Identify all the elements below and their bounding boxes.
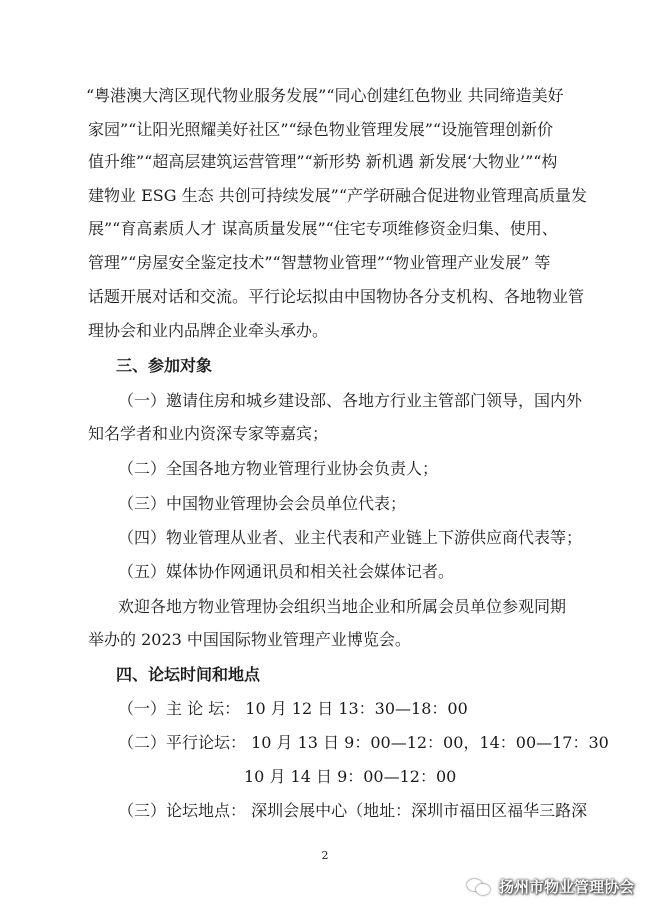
participant-item-1-cont: 知名学者和业内资深专家等嘉宾； [88,424,329,443]
paragraph-line: 理协会和业内品牌企业牵头承办。 [88,321,329,340]
parallel-forum-time: （二）平行论坛： 10 月 13 日 9：00—12：00，14：00—17：30 [118,733,609,752]
page-number: 2 [321,849,329,862]
main-forum-time: （一）主 论 坛： 10 月 12 日 13：30—18：00 [118,699,468,718]
wechat-icon [467,877,493,897]
account-watermark [467,876,634,897]
paragraph-line: “粤港澳大湾区现代物业服务发展”“同心创建红色物业 共同缔造美好 [86,86,564,105]
paragraph-line: 管理”“房屋安全鉴定技术”“智慧物业管理”“物业管理产业发展” 等 [88,253,551,272]
participant-item-1: （一）邀请住房和城乡建设部、各地方行业主管部门领导，国内外 [118,391,583,410]
paragraph-line: 展”“育高素质人才 谋高质量发展”“住宅专项维修资金归集、使用、 [88,219,558,238]
participant-item-2: （二）全国各地方物业管理行业协会负责人； [118,459,439,478]
paragraph-line: 话题开展对话和交流。平行论坛拟由中国物协各分支机构、各地物业管 [88,287,585,306]
section-heading-time-venue: 四、论坛时间和地点 [116,665,261,684]
paragraph-line: 建物业 ESG 生态 共创可持续发展”“产学研融合促进物业管理高质量发 [88,186,588,205]
paragraph-line: 值升维”“超高层建筑运营管理”“新形势 新机遇 新发展‘大物业’”“构 [88,152,558,171]
participant-item-3: （三）中国物业管理协会会员单位代表； [118,494,407,513]
expo-note-cont: 举办的 2023 中国国际物业管理产业博览会。 [88,630,411,649]
expo-note: 欢迎各地方物业管理协会组织当地企业和所属会员单位参观同期 [118,597,567,616]
participant-item-5: （五）媒体协作网通讯员和相关社会媒体记者。 [118,562,455,581]
participant-item-4: （四）物业管理从业者、业主代表和产业链上下游供应商代表等； [118,528,583,547]
forum-venue: （三）论坛地点： 深圳会展中心（地址：深圳市福田区福华三路深 [118,801,588,820]
paragraph-line: 家园”“让阳光照耀美好社区”“绿色物业管理发展”“设施管理创新价 [88,120,554,139]
parallel-forum-time-day2: 10 月 14 日 9：00—12：00 [244,767,457,786]
watermark-text: 扬州市物业管理协会 [498,878,634,896]
section-heading-participants: 三、参加对象 [116,356,213,375]
